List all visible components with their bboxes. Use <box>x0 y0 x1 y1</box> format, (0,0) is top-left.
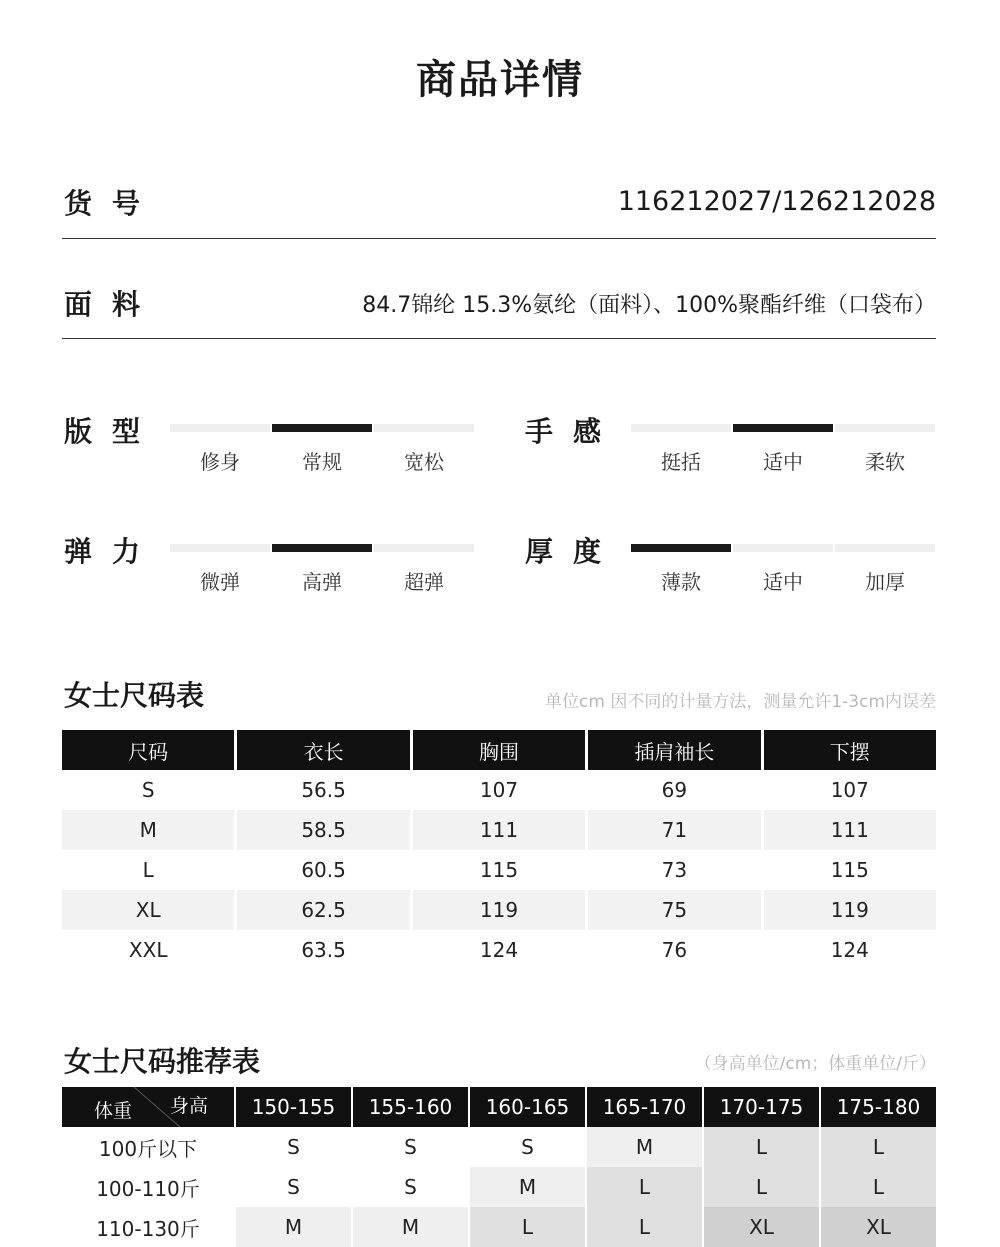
table-cell: M <box>470 1167 585 1207</box>
table-cell: M <box>353 1207 468 1247</box>
item-number-label: 货号 <box>64 187 161 220</box>
table-cell: 111 <box>764 810 936 850</box>
table-cell: S <box>141 778 155 802</box>
scale-segment <box>631 544 731 552</box>
table-cell: S <box>236 1127 351 1167</box>
scale-segment <box>835 544 935 552</box>
scale-segment <box>835 424 935 432</box>
table-cell: 69 <box>661 778 688 802</box>
scale-segment <box>374 424 474 432</box>
recommend-table-note: （身高单位/cm；体重单位/斤） <box>694 1054 936 1074</box>
size-table-title: 女士尺码表 <box>64 679 205 712</box>
scale-segment <box>733 544 833 552</box>
table-cell: L <box>704 1167 819 1207</box>
table-cell: M <box>587 1127 702 1167</box>
scale-segment <box>733 424 833 432</box>
table-cell: 119 <box>413 890 585 930</box>
attribute-label: 手感 <box>525 415 622 448</box>
table-cell: 119 <box>764 890 936 930</box>
table-cell: S <box>470 1127 585 1167</box>
weight-cell: 100斤以下 <box>98 1136 198 1161</box>
divider <box>62 338 936 339</box>
attribute-fit <box>62 410 474 474</box>
table-cell: L <box>470 1207 585 1247</box>
table-cell: 58.5 <box>237 810 409 850</box>
column-header: 160-165 <box>470 1087 585 1127</box>
table-cell: 107 <box>479 778 519 802</box>
column-header: 胸围 <box>413 730 585 770</box>
scale-option: 超弹 <box>404 570 444 594</box>
scale-option: 修身 <box>200 450 240 474</box>
column-header: 155-160 <box>353 1087 468 1127</box>
table-cell: 71 <box>588 810 760 850</box>
table-row <box>62 770 936 810</box>
column-header: 下摆 <box>764 730 936 770</box>
table-row <box>62 930 936 970</box>
column-header: 165-170 <box>587 1087 702 1127</box>
table-cell: 73 <box>661 858 688 882</box>
scale-option: 适中 <box>763 570 803 594</box>
table-cell: L <box>587 1207 702 1247</box>
size-table <box>59 730 939 970</box>
size-table-note: 单位cm 因不同的计量方法，测量允许1-3cm内误差 <box>545 692 936 712</box>
item-number-value: 116212027/126212028 <box>617 186 936 217</box>
scale-option: 高弹 <box>302 570 342 594</box>
attribute-label: 版型 <box>64 415 161 448</box>
divider <box>62 238 936 239</box>
table-cell: L <box>821 1127 936 1167</box>
fabric-row <box>62 283 936 323</box>
table-cell: S <box>236 1167 351 1207</box>
item-number-row <box>62 182 936 222</box>
table-cell: XL <box>821 1207 936 1247</box>
corner-weight-label: 体重 <box>94 1100 133 1122</box>
table-cell: XL <box>62 890 234 930</box>
recommend-table-header <box>62 1087 936 1127</box>
table-cell: L <box>704 1127 819 1167</box>
scale-option: 微弹 <box>200 570 240 594</box>
scale-option: 常规 <box>302 450 342 474</box>
table-row <box>62 850 936 890</box>
table-cell: 60.5 <box>301 858 346 882</box>
table-cell: M <box>236 1207 351 1247</box>
page-title: 商品详情 <box>416 57 584 103</box>
table-cell: 62.5 <box>237 890 409 930</box>
scale-segment <box>170 424 270 432</box>
attribute-handfeel <box>523 410 935 474</box>
scale-segment <box>272 424 372 432</box>
table-row <box>62 890 936 930</box>
scale-option: 适中 <box>763 450 803 474</box>
table-cell: 124 <box>830 938 869 962</box>
scale-segment <box>170 544 270 552</box>
table-cell: 76 <box>661 938 688 962</box>
scale-option: 宽松 <box>404 450 444 474</box>
attribute-label: 弹力 <box>64 535 161 568</box>
scale-segment <box>374 544 474 552</box>
table-cell: 115 <box>479 858 519 882</box>
column-header: 衣长 <box>237 730 409 770</box>
table-cell: XL <box>704 1207 819 1247</box>
attribute-elasticity <box>62 530 474 594</box>
scale-segment <box>272 544 372 552</box>
table-cell: L <box>587 1167 702 1207</box>
table-row <box>62 1207 936 1247</box>
table-cell: S <box>353 1167 468 1207</box>
recommend-table-title: 女士尺码推荐表 <box>64 1045 261 1078</box>
scale-option: 柔软 <box>865 450 905 474</box>
table-row <box>62 1167 936 1207</box>
fabric-value: 84.7锦纶 15.3%氨纶（面料）、100%聚酯纤维（口袋布） <box>362 293 936 318</box>
diagonal-line <box>62 1087 234 1127</box>
corner-header <box>62 1087 234 1127</box>
table-cell: 56.5 <box>301 778 346 802</box>
table-cell: S <box>353 1127 468 1167</box>
table-cell: M <box>62 810 234 850</box>
table-cell: 107 <box>830 778 869 802</box>
table-cell: 111 <box>413 810 585 850</box>
table-cell: 124 <box>479 938 519 962</box>
column-header: 插肩袖长 <box>588 730 760 770</box>
table-cell: L <box>142 858 154 882</box>
size-table-header <box>62 730 936 770</box>
column-header: 150-155 <box>236 1087 351 1127</box>
table-row <box>62 810 936 850</box>
table-cell: 75 <box>588 890 760 930</box>
table-cell: L <box>821 1167 936 1207</box>
table-cell: XXL <box>128 938 168 962</box>
corner-height-label: 身高 <box>169 1095 208 1117</box>
attribute-thickness <box>523 530 935 594</box>
scale-segment <box>631 424 731 432</box>
fabric-label: 面料 <box>64 288 161 321</box>
weight-cell: 110-130斤 <box>96 1216 200 1241</box>
scale-option: 加厚 <box>865 570 905 594</box>
table-row <box>62 1127 936 1167</box>
scale-option: 挺括 <box>661 450 701 474</box>
column-header: 170-175 <box>704 1087 819 1127</box>
table-cell: 115 <box>830 858 869 882</box>
attribute-label: 厚度 <box>525 535 622 568</box>
scale-option: 薄款 <box>661 570 701 594</box>
recommend-table <box>60 1087 938 1247</box>
column-header: 尺码 <box>62 730 234 770</box>
weight-cell: 100-110斤 <box>96 1176 200 1201</box>
table-cell: 63.5 <box>301 938 346 962</box>
column-header: 175-180 <box>821 1087 936 1127</box>
